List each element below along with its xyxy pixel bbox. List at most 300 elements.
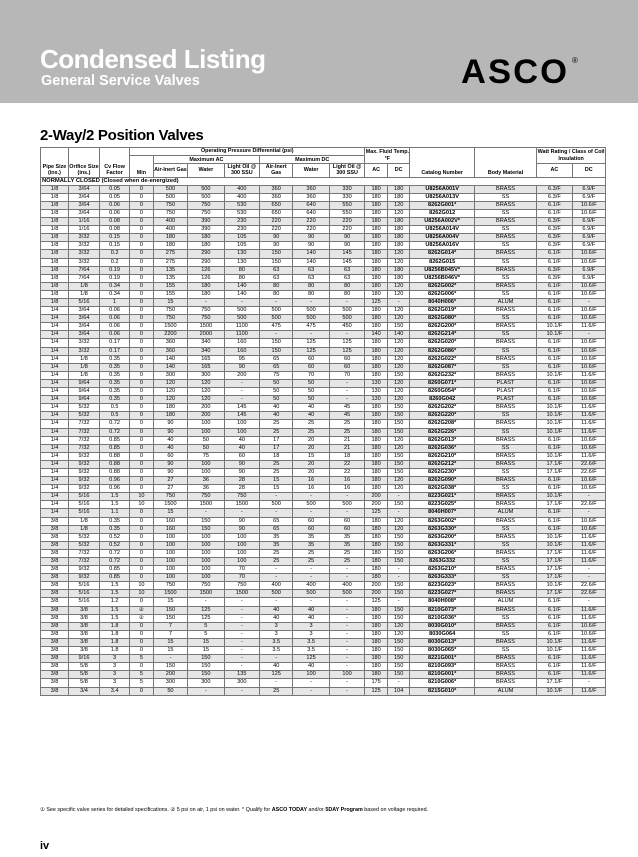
table-cell: 17.1/F xyxy=(537,558,572,566)
table-cell: 0.15 xyxy=(100,242,130,250)
table-cell: 11.6/F xyxy=(572,412,605,420)
table-cell: 6.9/F xyxy=(572,226,605,234)
table-cell: 100 xyxy=(188,549,225,557)
table-cell: 75 xyxy=(188,452,225,460)
table-cell: 63 xyxy=(293,266,330,274)
table-cell: 120 xyxy=(153,379,187,387)
table-cell: 11.6/F xyxy=(572,533,605,541)
table-cell: - xyxy=(387,566,410,574)
table-cell: 10 xyxy=(130,501,154,509)
table-cell: 3/8 xyxy=(68,606,99,614)
table-cell: 1/8 xyxy=(41,299,69,307)
table-cell: 300 xyxy=(153,371,187,379)
table-cell: 126 xyxy=(188,266,225,274)
table-cell: 180 xyxy=(365,339,388,347)
table-cell: 180 xyxy=(365,647,388,655)
table-cell: 750 xyxy=(153,315,187,323)
table-row xyxy=(41,501,606,509)
table-cell: 3/8 xyxy=(41,590,69,598)
table-cell: 3/8 xyxy=(68,638,99,646)
table-cell: 8263G331* xyxy=(410,541,474,549)
table-cell: 0 xyxy=(130,420,154,428)
table-cell: 8263G210* xyxy=(410,566,474,574)
table-cell: - xyxy=(329,566,364,574)
table-cell: 155 xyxy=(153,290,187,298)
table-row xyxy=(41,412,606,420)
table-row xyxy=(41,193,606,201)
table-cell: 0 xyxy=(130,630,154,638)
table-cell: 180 xyxy=(365,638,388,646)
table-cell: 8262G022* xyxy=(410,355,474,363)
table-cell: 1/8 xyxy=(41,274,69,282)
table-cell: 0 xyxy=(130,193,154,201)
table-cell: 5 xyxy=(130,679,154,687)
table-cell: 35 xyxy=(293,533,330,541)
table-cell: 6.3/F xyxy=(537,274,572,282)
table-cell: 1100 xyxy=(224,331,259,339)
table-cell: 750 xyxy=(153,201,187,209)
table-cell: 180 xyxy=(365,663,388,671)
table-cell: 500 xyxy=(224,307,259,315)
table-cell: 25 xyxy=(260,558,293,566)
table-cell: 80 xyxy=(260,290,293,298)
table-cell: 100 xyxy=(153,558,187,566)
table-cell: 135 xyxy=(153,266,187,274)
table-cell: 175 xyxy=(365,679,388,687)
table-cell: 8262G006* xyxy=(410,290,474,298)
table-cell: 0.88 xyxy=(100,452,130,460)
table-cell: 10.6/F xyxy=(572,339,605,347)
table-cell: 8210G073* xyxy=(410,606,474,614)
table-cell: 3/32 xyxy=(68,258,99,266)
table-cell: 135 xyxy=(224,671,259,679)
table-cell: 11.6/F xyxy=(572,549,605,557)
table-cell: 180 xyxy=(365,209,388,217)
table-cell: 180 xyxy=(387,274,410,282)
table-cell: 21 xyxy=(329,444,364,452)
table-cell: 20 xyxy=(293,460,330,468)
table-cell: 750 xyxy=(188,209,225,217)
table-cell: 9/64 xyxy=(68,396,99,404)
table-cell: 6.1/F xyxy=(537,250,572,258)
table-row xyxy=(41,339,606,347)
table-cell: 1/8 xyxy=(68,525,99,533)
table-cell: 22.6/F xyxy=(572,468,605,476)
table-cell: 7 xyxy=(153,622,187,630)
table-cell: 120 xyxy=(387,436,410,444)
table-cell: - xyxy=(572,493,605,501)
table-cell: 95 xyxy=(224,355,259,363)
table-cell: 3/8 xyxy=(41,622,69,630)
table-cell: - xyxy=(329,606,364,614)
table-cell: 140 xyxy=(365,331,388,339)
table-cell: 3/8 xyxy=(41,558,69,566)
table-cell: U8256A016V xyxy=(410,242,474,250)
table-cell: 450 xyxy=(329,323,364,331)
table-cell: 1/8 xyxy=(68,282,99,290)
col-body-material: Body Material xyxy=(474,148,536,178)
table-cell: 220 xyxy=(260,226,293,234)
table-cell: 40 xyxy=(153,444,187,452)
table-row xyxy=(41,517,606,525)
table-cell: U8256B046V* xyxy=(410,274,474,282)
table-cell: 1/8 xyxy=(68,363,99,371)
table-cell: 500 xyxy=(293,315,330,323)
table-cell: 60 xyxy=(329,355,364,363)
table-cell: 120 xyxy=(387,630,410,638)
table-cell: 60 xyxy=(293,517,330,525)
table-cell: 9/32 xyxy=(68,566,99,574)
table-cell: 28 xyxy=(224,485,259,493)
table-row xyxy=(41,258,606,266)
table-cell: 10 xyxy=(130,493,154,501)
table-cell: 6.1/F xyxy=(537,388,572,396)
table-cell: 150 xyxy=(153,606,187,614)
table-cell: 10.1/F xyxy=(537,323,572,331)
table-cell: 1/8 xyxy=(41,209,69,217)
table-cell: 0.35 xyxy=(100,525,130,533)
table-cell: - xyxy=(329,647,364,655)
table-cell: 10.1/F xyxy=(537,371,572,379)
table-cell: 0 xyxy=(130,558,154,566)
table-cell: 0.19 xyxy=(100,274,130,282)
table-row xyxy=(41,444,606,452)
table-row xyxy=(41,315,606,323)
table-row xyxy=(41,282,606,290)
table-cell: 1500 xyxy=(188,590,225,598)
table-cell: 100 xyxy=(153,541,187,549)
table-cell: 50 xyxy=(293,396,330,404)
table-cell: - xyxy=(260,493,293,501)
table-cell: BRASS xyxy=(474,671,536,679)
table-row xyxy=(41,371,606,379)
table-cell: 22 xyxy=(329,468,364,476)
table-cell: 6.1/F xyxy=(537,444,572,452)
table-cell: 10.1/F xyxy=(537,582,572,590)
table-cell: 1500 xyxy=(153,590,187,598)
table-cell: SS xyxy=(474,274,536,282)
table-cell: BRASS xyxy=(474,234,536,242)
table-cell: 10.1/F xyxy=(537,428,572,436)
table-cell: 0 xyxy=(130,517,154,525)
table-cell: 1.5 xyxy=(100,590,130,598)
table-row xyxy=(41,290,606,298)
table-cell: 20 xyxy=(293,468,330,476)
table-cell: 0 xyxy=(130,485,154,493)
table-cell: 145 xyxy=(224,404,259,412)
table-cell: 65 xyxy=(260,517,293,525)
table-row xyxy=(41,485,606,493)
table-cell: 65 xyxy=(260,363,293,371)
table-cell: 0 xyxy=(130,331,154,339)
table-cell: 9/32 xyxy=(68,477,99,485)
table-cell: 150 xyxy=(153,614,187,622)
table-cell: 360 xyxy=(293,185,330,193)
table-cell: 180 xyxy=(188,290,225,298)
table-cell: - xyxy=(387,574,410,582)
table-cell: 180 xyxy=(365,630,388,638)
table-cell: 100 xyxy=(153,574,187,582)
table-cell: 10.6/F xyxy=(572,517,605,525)
table-cell: 150 xyxy=(387,638,410,646)
table-cell: 360 xyxy=(260,185,293,193)
table-cell: 0.72 xyxy=(100,558,130,566)
table-cell: 200 xyxy=(188,412,225,420)
table-cell: 330 xyxy=(329,193,364,201)
table-row xyxy=(41,533,606,541)
table-cell: 0 xyxy=(130,509,154,517)
table-cell: 1/8 xyxy=(68,290,99,298)
table-cell: 7/32 xyxy=(68,444,99,452)
table-cell: 0 xyxy=(130,452,154,460)
table-cell: 11.6/F xyxy=(572,606,605,614)
table-cell: PLAST xyxy=(474,396,536,404)
table-cell: BRASS xyxy=(474,282,536,290)
table-cell: 150 xyxy=(387,428,410,436)
table-row xyxy=(41,598,606,606)
table-cell: 125 xyxy=(188,614,225,622)
table-cell: 3/8 xyxy=(41,541,69,549)
table-cell: 63 xyxy=(329,266,364,274)
table-cell: 100 xyxy=(224,533,259,541)
table-cell: 180 xyxy=(365,477,388,485)
table-cell: 300 xyxy=(153,679,187,687)
table-cell: 8223G027* xyxy=(410,590,474,598)
table-cell: 130 xyxy=(224,250,259,258)
col-watt-dc: DC xyxy=(572,164,605,177)
table-cell: 10.1/F xyxy=(537,493,572,501)
table-cell: 8221G001* xyxy=(410,655,474,663)
table-cell: 180 xyxy=(387,185,410,193)
table-cell: 500 xyxy=(329,307,364,315)
table-cell: 17.1/F xyxy=(537,590,572,598)
table-cell: 1/4 xyxy=(41,444,69,452)
table-cell: 220 xyxy=(329,226,364,234)
table-cell: 5/16 xyxy=(68,509,99,517)
table-cell: 0.96 xyxy=(100,485,130,493)
col-ac-water: Water xyxy=(188,164,225,177)
table-cell: 230 xyxy=(224,226,259,234)
table-cell: 0.35 xyxy=(100,379,130,387)
table-cell: 165 xyxy=(188,355,225,363)
table-cell: BRASS xyxy=(474,266,536,274)
table-cell: 220 xyxy=(260,218,293,226)
col-max-dc: Maximum DC xyxy=(260,156,365,164)
table-cell: - xyxy=(224,687,259,695)
table-cell: 8262G001* xyxy=(410,201,474,209)
table-cell: 130 xyxy=(224,258,259,266)
table-cell: 125 xyxy=(365,598,388,606)
table-cell: SS xyxy=(474,412,536,420)
table-cell: 10.1/F xyxy=(537,420,572,428)
table-cell: 8262G080* xyxy=(410,315,474,323)
table-cell: 0.06 xyxy=(100,315,130,323)
table-row xyxy=(41,436,606,444)
table-cell: 750 xyxy=(188,582,225,590)
table-cell: 0.19 xyxy=(100,266,130,274)
table-row xyxy=(41,638,606,646)
table-cell: 530 xyxy=(224,201,259,209)
table-cell: 180 xyxy=(365,307,388,315)
table-cell: 120 xyxy=(387,379,410,387)
table-cell: 180 xyxy=(365,468,388,476)
table-cell: 180 xyxy=(153,242,187,250)
table-cell: 7/64 xyxy=(68,266,99,274)
table-cell: - xyxy=(224,638,259,646)
table-cell: 220 xyxy=(293,226,330,234)
table-cell: - xyxy=(329,614,364,622)
table-cell: - xyxy=(224,630,259,638)
table-cell: 11.6/F xyxy=(572,671,605,679)
table-cell: 200 xyxy=(365,590,388,598)
table-cell: 9/64 xyxy=(68,379,99,387)
table-cell: 500 xyxy=(293,307,330,315)
table-cell: ALUM xyxy=(474,509,536,517)
table-cell: 1500 xyxy=(188,323,225,331)
table-cell: - xyxy=(224,622,259,630)
table-cell: 15 xyxy=(188,638,225,646)
table-cell: 125 xyxy=(188,606,225,614)
table-cell: BRASS xyxy=(474,477,536,485)
table-cell: 18 xyxy=(329,452,364,460)
col-temp-dc: DC xyxy=(387,164,410,177)
table-cell: - xyxy=(572,574,605,582)
table-cell: 90 xyxy=(329,234,364,242)
table-cell: 40 xyxy=(293,404,330,412)
table-cell: 0.96 xyxy=(100,477,130,485)
table-cell: 120 xyxy=(387,477,410,485)
table-cell: - xyxy=(329,598,364,606)
table-cell: 1/8 xyxy=(68,355,99,363)
table-cell: BRASS xyxy=(474,323,536,331)
table-cell: 17.1/F xyxy=(537,679,572,687)
table-cell: 0 xyxy=(130,242,154,250)
table-cell: 0.85 xyxy=(100,436,130,444)
table-cell: 35 xyxy=(329,541,364,549)
table-cell: BRASS xyxy=(474,566,536,574)
table-cell: 0.72 xyxy=(100,428,130,436)
registered-mark: ® xyxy=(572,56,578,65)
table-row xyxy=(41,477,606,485)
table-cell: 360 xyxy=(153,339,187,347)
table-cell: 135 xyxy=(153,274,187,282)
table-cell: 180 xyxy=(365,266,388,274)
table-row xyxy=(41,452,606,460)
table-cell: 550 xyxy=(329,201,364,209)
table-cell: 0 xyxy=(130,234,154,242)
table-cell: 125 xyxy=(329,347,364,355)
table-row xyxy=(41,525,606,533)
table-cell: 150 xyxy=(188,525,225,533)
table-cell: 18 xyxy=(260,452,293,460)
table-cell: 100 xyxy=(224,558,259,566)
table-cell: 0 xyxy=(130,282,154,290)
table-cell: 3/8 xyxy=(41,630,69,638)
table-cell: 40 xyxy=(293,412,330,420)
table-cell: 80 xyxy=(329,290,364,298)
table-cell: - xyxy=(260,679,293,687)
table-cell: 6.1/F xyxy=(537,671,572,679)
table-cell: 21 xyxy=(329,436,364,444)
table-cell: SS xyxy=(474,614,536,622)
table-cell: 6.9/F xyxy=(572,193,605,201)
table-cell: 180 xyxy=(365,363,388,371)
table-cell: 0 xyxy=(130,299,154,307)
table-cell: 180 xyxy=(188,234,225,242)
table-cell: 50 xyxy=(188,444,225,452)
table-cell: 500 xyxy=(329,501,364,509)
table-cell: 3/64 xyxy=(68,201,99,209)
table-cell: 3/8 xyxy=(41,566,69,574)
table-cell: 11.6/F xyxy=(572,663,605,671)
table-cell: SS xyxy=(474,630,536,638)
table-cell: 7/32 xyxy=(68,420,99,428)
table-row xyxy=(41,299,606,307)
table-cell: 17.1/F xyxy=(537,501,572,509)
table-cell: 7/32 xyxy=(68,428,99,436)
table-cell: 120 xyxy=(387,355,410,363)
table-cell: 27 xyxy=(153,485,187,493)
table-cell: 5 xyxy=(188,630,225,638)
table-cell: 6.1/F xyxy=(537,201,572,209)
table-cell: 8262G210* xyxy=(410,452,474,460)
table-cell: 120 xyxy=(188,388,225,396)
table-cell: 8262G019* xyxy=(410,307,474,315)
col-dc-air: Air-Inert Gas xyxy=(260,164,293,177)
table-cell: 6.1/F xyxy=(537,663,572,671)
table-cell: 100 xyxy=(188,541,225,549)
table-cell: 9/32 xyxy=(68,452,99,460)
table-cell: 50 xyxy=(260,388,293,396)
table-cell: - xyxy=(260,509,293,517)
table-cell: 150 xyxy=(387,647,410,655)
table-cell: 400 xyxy=(224,193,259,201)
table-cell: 180 xyxy=(365,250,388,258)
table-cell: 150 xyxy=(387,663,410,671)
table-cell: 140 xyxy=(153,355,187,363)
table-cell: 6.1/F xyxy=(537,655,572,663)
table-cell: 3/8 xyxy=(41,582,69,590)
table-cell: 50 xyxy=(293,388,330,396)
table-row xyxy=(41,266,606,274)
table-cell: 3 xyxy=(100,671,130,679)
table-cell: SS xyxy=(474,290,536,298)
header-banner xyxy=(0,0,638,103)
table-cell: 8262G036* xyxy=(410,444,474,452)
table-cell: 400 xyxy=(224,185,259,193)
table-cell: 3/32 xyxy=(68,347,99,355)
table-cell: 11.6/F xyxy=(572,647,605,655)
table-cell: SS xyxy=(474,558,536,566)
table-cell: 63 xyxy=(293,274,330,282)
table-cell: 1/16 xyxy=(68,218,99,226)
table-cell: 8263G002* xyxy=(410,517,474,525)
table-cell: 160 xyxy=(224,347,259,355)
table-cell: 750 xyxy=(153,582,187,590)
table-cell: 180 xyxy=(387,218,410,226)
table-cell: BRASS xyxy=(474,371,536,379)
table-cell: 11.6/F xyxy=(572,420,605,428)
table-cell: SS xyxy=(474,209,536,217)
table-cell: 180 xyxy=(365,315,388,323)
table-cell: 15 xyxy=(260,477,293,485)
table-cell: 90 xyxy=(224,468,259,476)
table-cell: 750 xyxy=(153,307,187,315)
table-cell: 140 xyxy=(387,331,410,339)
table-cell: 35 xyxy=(329,533,364,541)
table-cell: 50 xyxy=(260,396,293,404)
table-cell: 180 xyxy=(365,452,388,460)
